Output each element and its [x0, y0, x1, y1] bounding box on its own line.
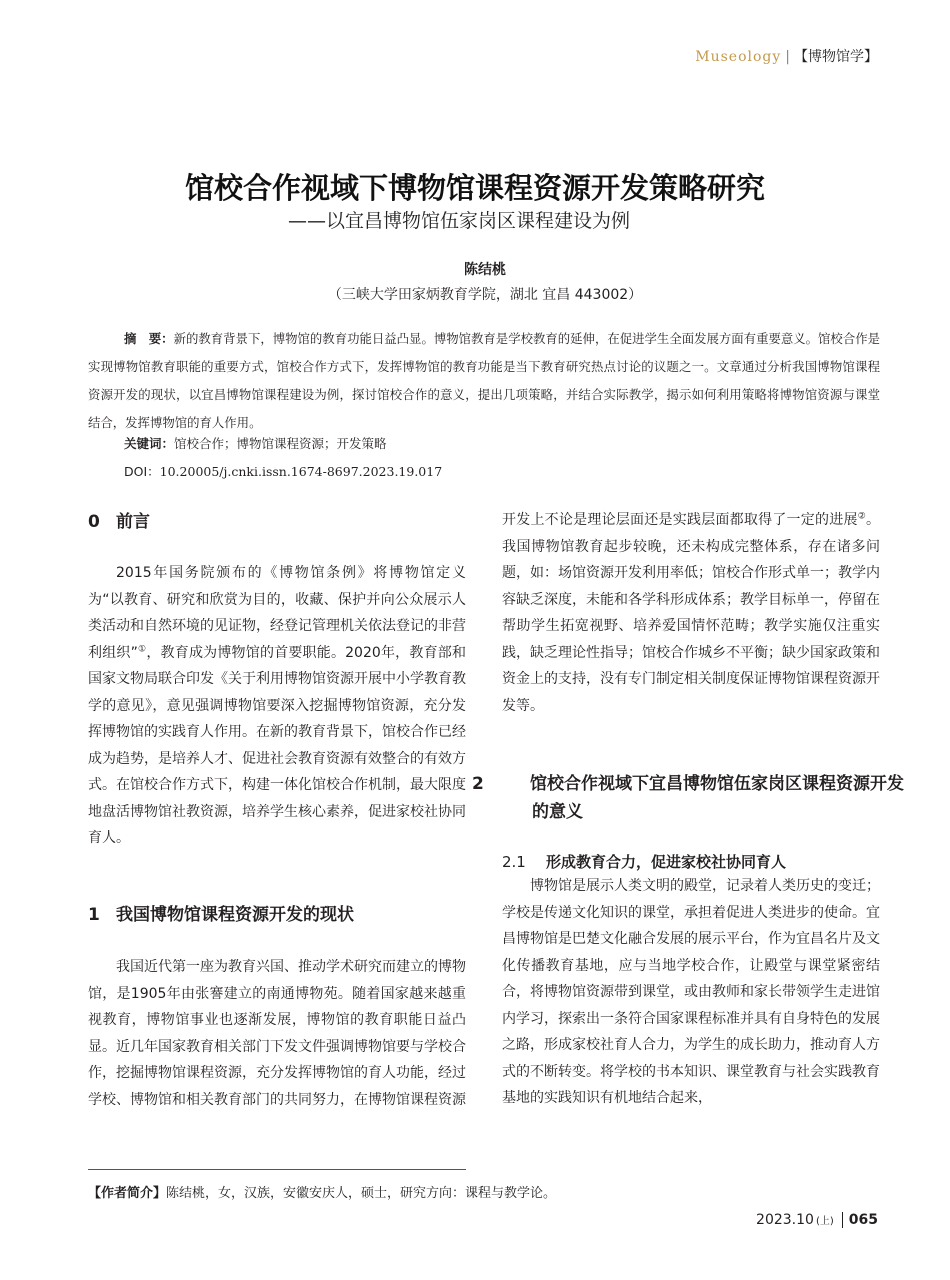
paragraph: 博物馆是展示人类文明的殿堂，记录着人类历史的变迁；学校是传递文化知识的课堂，承担着促进人类进步的使命。宜昌博物馆是巴楚文化融合发展的展示平台，作为宜昌名片及文化传播教育基地，应与当地学校合作，让殿堂与课堂紧密结合，将博物馆资源带到课堂，或由教师和家长带领学生走进馆内学习，探索出一条符合国家课程标准并具有自身特色的发展之路，形成家校社育人合力，为学生的成长助力，推动育人方式的不断转变。将学校的书本知识、课堂教育与社会实践教育基地的实践知识有机地结合起来， — [502, 878, 880, 1106]
column-name: 【博物馆学】 — [794, 49, 878, 65]
footnote-ref[interactable]: ① — [137, 643, 147, 654]
doi-label: DOI： — [124, 464, 160, 479]
footer-divider — [842, 1212, 843, 1228]
section-0-body — [88, 560, 466, 852]
section-heading-2: 2 馆校合作视域下宜昌博物馆伍家岗区课程资源开发的意义 — [472, 774, 904, 822]
section-1-body — [88, 954, 466, 1113]
abstract-text: 新的教育背景下，博物馆的教育功能日益凸显。博物馆教育是学校教育的延伸，在促进学生全面发展方面有重要意义。馆校合作是实现博物馆教育职能的重要方式，馆校合作方式下，发挥博物馆的教育功能是当下教育研究热点讨论的议题之一。文章通过分析我国博物馆课程资源开发的现状，以宜昌博物馆课程建设为例，探讨馆校合作的意义，提出几项策略，并结合实际教学，揭示如何利用策略将博物馆资源与课堂结合，发挥博物馆的育人作用。 — [88, 331, 881, 430]
journal-name: Museology — [695, 49, 782, 65]
running-header: Museology | 【博物馆学】 — [695, 49, 878, 65]
doi-link[interactable]: 10.20005/j.cnki.issn.1674-8697.2023.19.017 — [159, 464, 443, 479]
abstract — [88, 325, 880, 437]
keywords-label: 关键词： — [124, 436, 175, 451]
section-2-1-body — [502, 873, 880, 1112]
footnote-ref[interactable]: ② — [857, 511, 866, 522]
section-heading-0: 0 前言 — [88, 512, 150, 532]
author-note-text: 陈结桃，女，汉族，安徽安庆人，硕士，研究方向：课程与教学论。 — [166, 1186, 557, 1201]
footnote-divider — [88, 1169, 466, 1170]
keywords — [124, 434, 387, 452]
subsection-heading-2-1: 2.1 形成教育合力，促进家校社协同育人 — [502, 853, 787, 871]
abstract-label: 摘 要： — [124, 331, 174, 346]
section-1-body-cont — [502, 507, 880, 719]
author-note — [88, 1182, 556, 1201]
doi — [124, 462, 442, 480]
section-heading-1: 1 我国博物馆课程资源开发的现状 — [88, 905, 354, 925]
article-subtitle: ——以宜昌博物馆伍家岗区课程建设为例 — [288, 210, 631, 232]
paragraph: 我国近代第一座为教育兴国、推动学术研究而建立的博物馆，是1905年由张謇建立的南通博物苑。随着国家越来越重视教育，博物馆事业也逐渐发展，博物馆的教育职能日益凸显。近几年国家教育相关部门下发文件强调博物馆要与学校合作，挖掘博物馆课程资源，充分发挥博物馆的育人功能，经过学校、博物馆和相关教育部门的共同努力，在博物馆课程资源 — [88, 959, 466, 1108]
paragraph: 开发上不论是理论层面还是实践层面都取得了一定的进展②。我国博物馆教育起步较晚，还未构成完整体系，存在诸多问题，如：场馆资源开发利用率低；馆校合作形式单一；教学内容缺乏深度，未能和各学科形成体系；教学目标单一，停留在帮助学生拓宽视野、培养爱国情怀范畴；教学实施仅注重实践，缺乏理论性指导；馆校合作城乡不平衡；缺少国家政策和资金上的支持，没有专门制定相关制度保证博物馆课程资源开发等。 — [502, 511, 880, 714]
author-affiliation: （三峡大学田家炳教育学院，湖北 宜昌 443002） — [327, 287, 643, 303]
keywords-text: 馆校合作；博物馆课程资源；开发策略 — [174, 436, 387, 451]
author-name: 陈结桃 — [464, 262, 506, 278]
page-footer — [756, 1212, 878, 1228]
issue-date: 2023.10 — [756, 1212, 814, 1228]
article-title: 馆校合作视域下博物馆课程资源开发策略研究 — [184, 171, 765, 205]
paragraph: 2015年国务院颁布的《博物馆条例》将博物馆定义为“以教育、研究和欣赏为目的，收藏、保护并向公众展示人类活动和自然环境的见证物，经登记管理机关依法登记的非营利组织”①，教育成为博物馆的首要职能。2020年，教育部和国家文物局联合印发《关于利用博物馆资源开展中小学教育教学的意见》，意见强调博物馆要深入挖掘博物馆资源，充分发挥博物馆的实践育人作用。在新的教育背景下，馆校合作已经成为趋势，是培养人才、促进社会教育资源有效整合的有效方式。在馆校合作方式下，构建一体化馆校合作机制，最大限度地盘活博物馆社教资源，培养学生核心素养，促进家校社协同育人。 — [88, 565, 466, 846]
issue-half: (上) — [815, 1216, 834, 1227]
page-number: 065 — [848, 1212, 878, 1228]
author-note-label: 【作者简介】 — [88, 1186, 167, 1201]
